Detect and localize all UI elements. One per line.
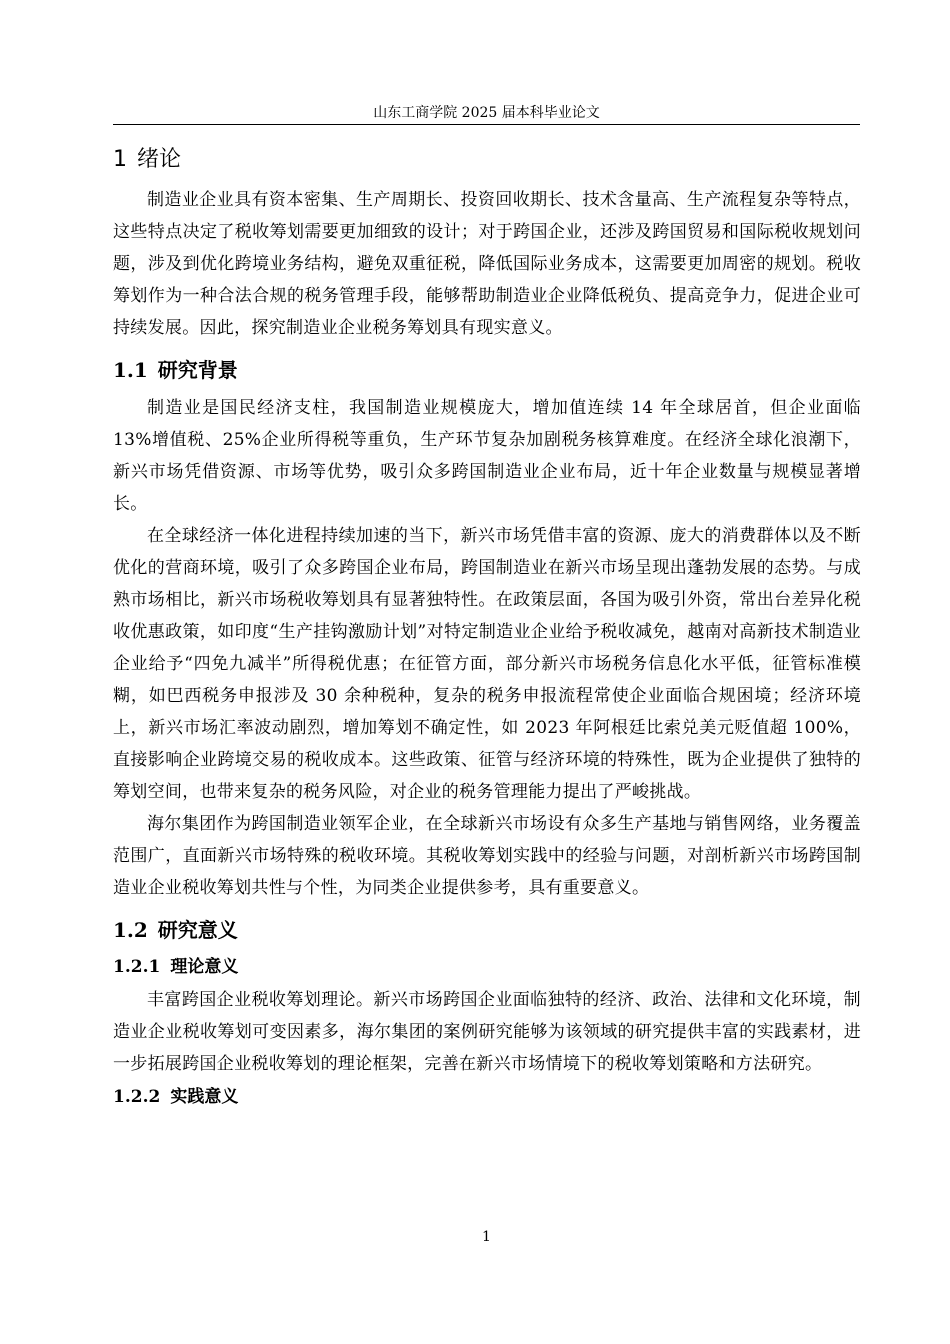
section-heading-research-significance <box>113 910 861 950</box>
subsection-title: 理论意义 <box>170 957 239 977</box>
chapter-intro-paragraph: 制造业企业具有资本密集、生产周期长、投资回收期长、技术含量高、生产流程复杂等特点，这些特点决定了税收筹划需要更加细致的设计；对于跨国企业，还涉及跨国贸易和国际税收规划问题，涉及到优化跨境业务结构，避免双重征税，降低国际业务成本，这需要更加周密的规划。税收筹划作为一种合法合规的税务管理手段，能够帮助制造业企业降低税负、提高竞争力，促进企业可持续发展。因此，探究制造业企业税务筹划具有现实意义。 <box>113 190 861 338</box>
chapter-heading <box>113 140 861 180</box>
header-divider <box>113 124 860 125</box>
paragraph: 海尔集团作为跨国制造业领军企业，在全球新兴市场设有众多生产基地与销售网络，业务覆盖范围广，直面新兴市场特殊的税收环境。其税收筹划实践中的经验与问题，对剖析新兴市场跨国制造业企业税收筹划共性与个性，为同类企业提供参考，具有重要意义。 <box>113 814 861 898</box>
paragraph: 制造业是国民经济支柱，我国制造业规模庞大，增加值连续 14 年全球居首，但企业面临 13%增值税、25%企业所得税等重负，生产环节复杂加剧税务核算难度。在经济全球化浪潮下，新兴市场凭借资源、市场等优势，吸引众多跨国制造业企业布局，近十年企业数量与规模显著增长。 <box>113 398 861 514</box>
page-number: 1 <box>482 1229 491 1245</box>
paragraph: 在全球经济一体化进程持续加速的当下，新兴市场凭借丰富的资源、庞大的消费群体以及不断优化的营商环境，吸引了众多跨国企业布局，跨国制造业在新兴市场呈现出蓬勃发展的态势。与成熟市场相比，新兴市场税收筹划具有显著独特性。在政策层面，各国为吸引外资，常出台差异化税收优惠政策，如印度“生产挂钩激励计划”对特定制造业企业给予税收减免，越南对高新技术制造业企业给予“四免九减半”所得税优惠；在征管方面，部分新兴市场税务信息化水平低，征管标准模糊，如巴西税务申报涉及 30 余种税种，复杂的税务申报流程常使企业面临合规困境；经济环境上，新兴市场汇率波动剧烈，增加筹划不确定性，如 2023 年阿根廷比索兑美元贬值超 100%，直接影响企业跨境交易的税收成本。这些政策、征管与经济环境的特殊性，既为企业提供了独特的筹划空间，也带来复杂的税务风险，对企业的税务管理能力提出了严峻挑战。 <box>113 526 861 802</box>
paragraph: 丰富跨国企业税收筹划理论。新兴市场跨国企业面临独特的经济、政治、法律和文化环境，制造业企业税收筹划可变因素多，海尔集团的案例研究能够为该领域的研究提供丰富的实践素材，进一步拓展跨国企业税收筹划的理论框架，完善在新兴市场情境下的税收筹划策略和方法研究。 <box>113 990 861 1074</box>
section-title: 研究意义 <box>157 918 238 942</box>
subsection-title: 实践意义 <box>170 1087 239 1107</box>
subsection-heading-practical <box>113 1080 861 1114</box>
chapter-number: 1 <box>113 147 127 172</box>
chapter-title: 绪论 <box>137 147 182 172</box>
subsection-heading-theoretical <box>113 950 861 984</box>
section-title: 研究背景 <box>157 358 238 382</box>
subsection-number: 1.2.2 <box>113 1087 161 1107</box>
section-number: 1.2 <box>113 918 148 942</box>
running-header: 山东工商学院 2025 届本科毕业论文 <box>373 105 600 121</box>
section-number: 1.1 <box>113 358 148 382</box>
section-heading-research-background <box>113 350 861 390</box>
subsection-number: 1.2.1 <box>113 957 161 977</box>
page-body <box>113 140 861 1114</box>
